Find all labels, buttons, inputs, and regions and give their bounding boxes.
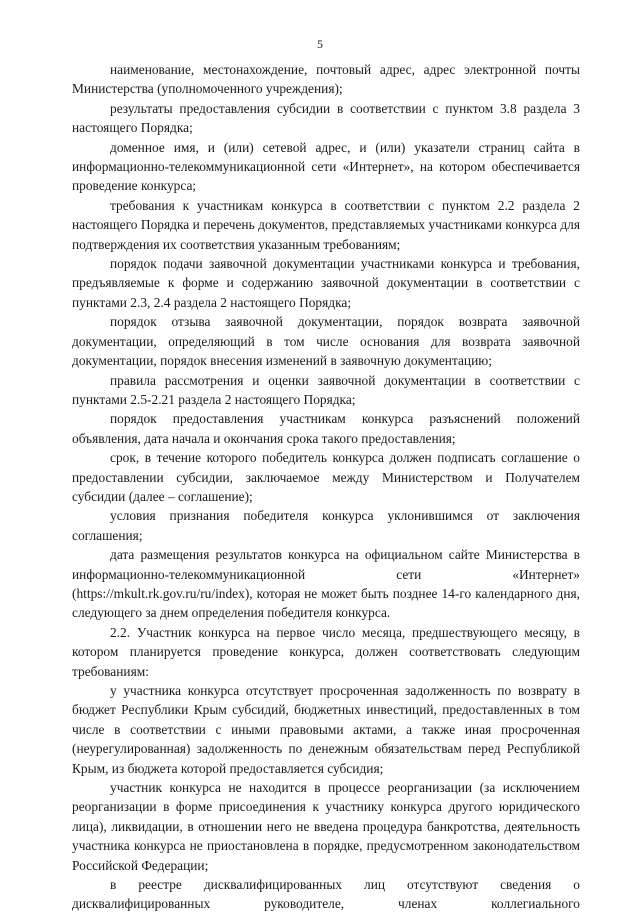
paragraph: срок, в течение которого победитель конкурса должен подписать соглашение о предоставлении субсидии, заключаемое между Министерством и Получателем субсидии (далее – соглашение); [72,450,580,504]
paragraph: порядок подачи заявочной документации участниками конкурса и требования, предъявляемые к форме и содержанию заявочной документации в соответствии с пунктами 2.3, 2.4 раздела 2 настоящего Порядка; [72,256,580,310]
page-number: 5 [317,37,323,51]
paragraph: участник конкурса не находится в процессе реорганизации (за исключением реорганизации в форме присоединения к участнику конкурса другого юридического лица), ликвидации, в отношении него не введена процедура банкротства, деятельность участника конкурса не приостановлена в порядке, предусмотренном законодательством Российской Федерации; [72,780,580,873]
paragraph: доменное имя, и (или) сетевой адрес, и (или) указатели страниц сайта в информационно-телекоммуникационной сети «Интернет», на котором обеспечивается проведение конкурса; [72,139,580,194]
paragraph: порядок отзыва заявочной документации, порядок возврата заявочной документации, определяющий в том числе основания для возврата заявочной документации, порядок внесения изменений в заявочную документацию; [72,314,580,369]
paragraph: требования к участникам конкурса в соответствии с пунктом 2.2 раздела 2 настоящего Порядка и перечень документов, представляемых участниками конкурса для подтверждения их соответствия указанным требованиям; [72,197,580,252]
paragraph: в реестре дисквалифицированных лиц отсутствуют сведения о дисквалифицированных руководителе, членах коллегиального [72,877,580,912]
paragraph: результаты предоставления субсидии в соответствии с пунктом 3.8 раздела 3 настоящего Порядка; [72,100,580,136]
paragraph: порядок предоставления участникам конкурса разъяснений положений объявления, дата начала и окончания срока такого предоставления; [72,411,580,446]
paragraph: у участника конкурса отсутствует просроченная задолженность по возврату в бюджет Республики Крым субсидий, бюджетных инвестиций, предоставленных в том числе в соответствии с иными правовыми актами, а также иная просроченная (неурегулированная) задолженность по денежным обязательствам перед Республикой Крым, из бюджета которой предоставляется субсидия; [72,683,580,776]
paragraph: правила рассмотрения и оценки заявочной документации в соответствии с пунктами 2.5-2.21 раздела 2 настоящего Порядка; [72,372,580,407]
document-body [72,60,580,914]
paragraph: дата размещения результатов конкурса на официальном сайте Министерства в информационно-телекоммуникационной сети «Интернет» (https://mkult.rk.gov.ru/ru/index), которая не может быть позднее 14-го календарного дня, следующего за днем определения победителя конкурса. [72,547,580,621]
section-paragraph: 2.2. Участник конкурса на первое число месяца, предшествующего месяцу, в котором планируется проведение конкурса, должен соответствовать следующим требованиям: [72,624,580,679]
paragraph: условия признания победителя конкурса уклонившимся от заключения соглашения; [72,508,580,543]
paragraph: наименование, местонахождение, почтовый адрес, адрес электронной почты Министерства (уполномоченного учреждения); [72,62,580,97]
